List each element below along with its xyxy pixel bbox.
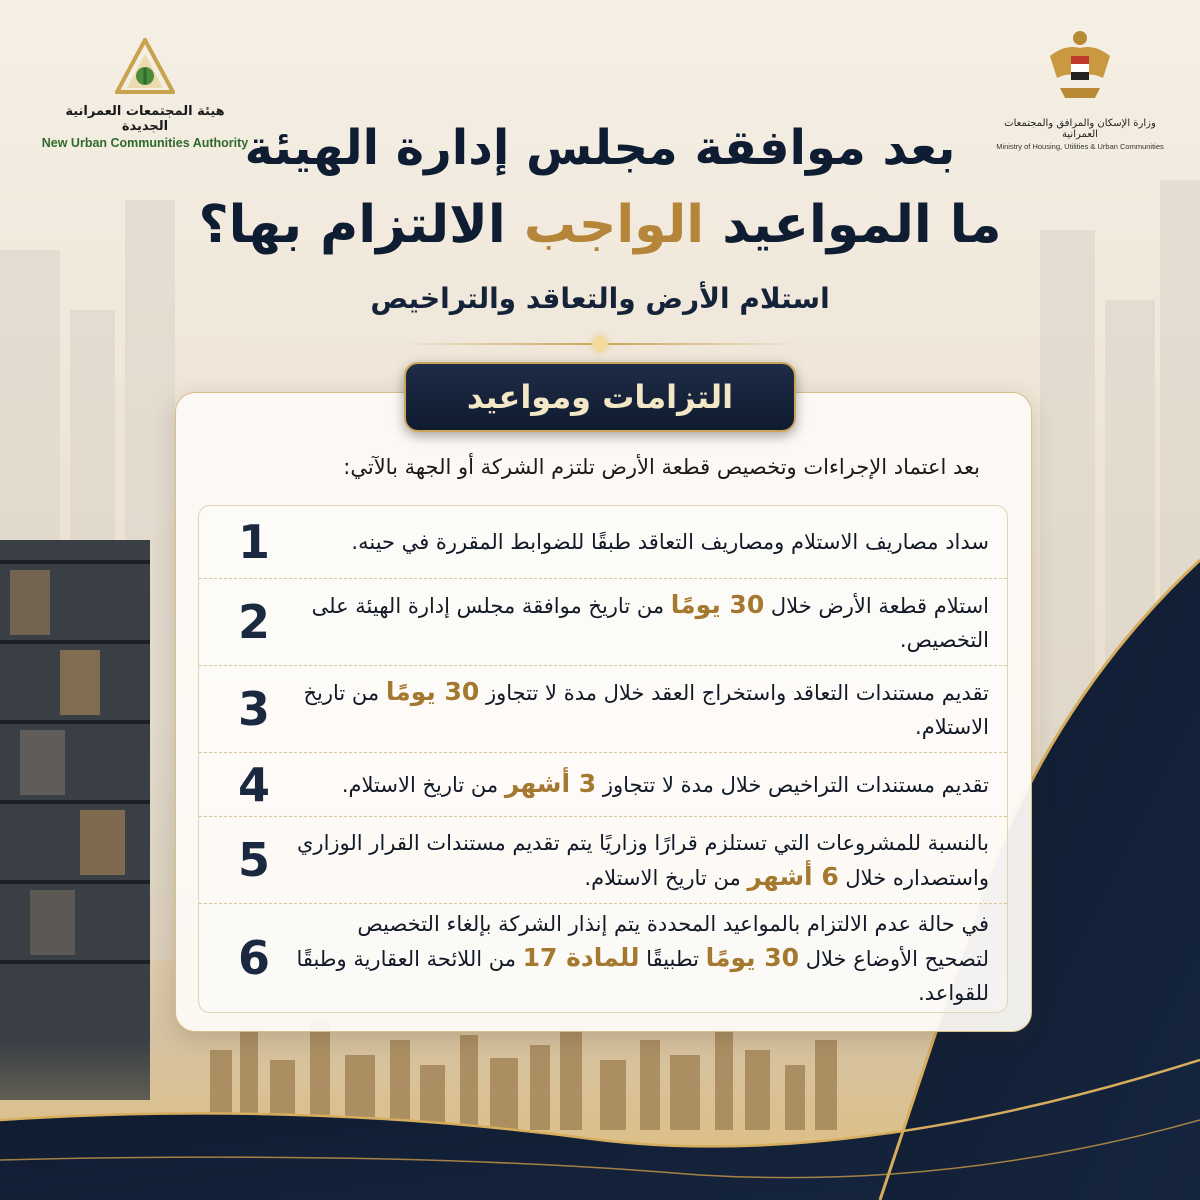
list-item [199, 506, 1007, 579]
item-text [289, 588, 989, 657]
eagle-emblem-icon [1045, 26, 1115, 108]
nuca-english-name: New Urban Communities Authority [41, 136, 249, 150]
item-text-b: من تاريخ موافقة مجلس إدارة الهيئة على التخصيص. [311, 593, 989, 652]
list-item [199, 753, 1007, 817]
item-text-a: في حالة عدم الالتزام بالمواعيد المحددة يتم إنذار الشركة بإلغاء التخصيص لتصحيح الأوضاع خلال [357, 911, 989, 971]
ministry-english-name: Ministry of Housing, Utilities & Urban Communities [996, 142, 1164, 151]
item-highlight: 3 أشهر [504, 769, 597, 798]
item-text-b: من تاريخ الاستلام. [303, 680, 989, 739]
subtitle: استلام الأرض والتعاقد والتراخيص [370, 282, 830, 315]
list-item [199, 904, 1007, 1012]
headline-prefix: ما المواعيد [722, 195, 1002, 255]
item-text-a: استلام قطعة الأرض خلال [770, 593, 989, 618]
item-number: 4 [237, 757, 270, 812]
item-number: 6 [237, 931, 270, 985]
headline-suffix: الالتزام بها؟ [198, 195, 506, 255]
item-text-b: من تاريخ الاستلام. [341, 773, 499, 797]
item-text-a: سداد مصاريف الاستلام ومصاريف التعاقد طبقًا للضوابط المقررة في حينه. [351, 530, 989, 554]
item-number: 5 [237, 833, 270, 887]
list-item [199, 579, 1007, 666]
item-highlight: 6 أشهر [747, 861, 839, 891]
item-text [289, 525, 989, 559]
headline-line-2 [0, 195, 1200, 255]
item-highlight: 30 يومًا [705, 942, 800, 972]
item-text [289, 675, 989, 744]
headline-line-1: بعد موافقة مجلس إدارة الهيئة [244, 120, 956, 176]
item-highlight: 30 يومًا [670, 589, 765, 619]
item-text-b: تطبيقًا [646, 946, 699, 971]
commitments-list [198, 505, 1008, 1013]
item-number: 2 [237, 595, 270, 649]
nuca-arabic-name: هيئة المجتمعات العمرانية الجديدة [65, 104, 225, 134]
item-number: 1 [237, 515, 270, 569]
item-text [289, 826, 989, 895]
intro-text: بعد اعتماد الإجراءات وتخصيص قطعة الأرض تلتزم الشركة أو الجهة بالآتي: [343, 455, 980, 479]
item-text-c: من اللائحة العقارية وطبقًا للقواعد. [296, 946, 989, 1005]
item-highlight: 30 يومًا [385, 676, 480, 706]
headline-highlight: الواجب [523, 195, 705, 255]
item-text-a: تقديم مستندات التعاقد واستخراج العقد خلال مدة لا تتجاوز [485, 680, 989, 705]
nuca-emblem-icon [115, 38, 175, 96]
list-item [199, 666, 1007, 753]
item-number: 3 [237, 682, 270, 736]
item-text [289, 767, 989, 802]
list-item [199, 817, 1007, 904]
item-highlight-article: للمادة 17 [522, 942, 640, 972]
commitments-badge: التزامات ومواعيد [404, 362, 796, 432]
item-text-a: بالنسبة للمشروعات التي تستلزم قرارًا وزاريًا يتم تقديم مستندات القرار الوزاري واستصداره خلال [297, 830, 989, 890]
ministry-arabic-name: وزارة الإسكان والمرافق والمجتمعات العمرانية [1004, 118, 1156, 140]
item-text [289, 907, 989, 1010]
item-text-b: من تاريخ الاستلام. [584, 865, 741, 890]
item-text-a: تقديم مستندات التراخيص خلال مدة لا تتجاوز [602, 773, 989, 797]
